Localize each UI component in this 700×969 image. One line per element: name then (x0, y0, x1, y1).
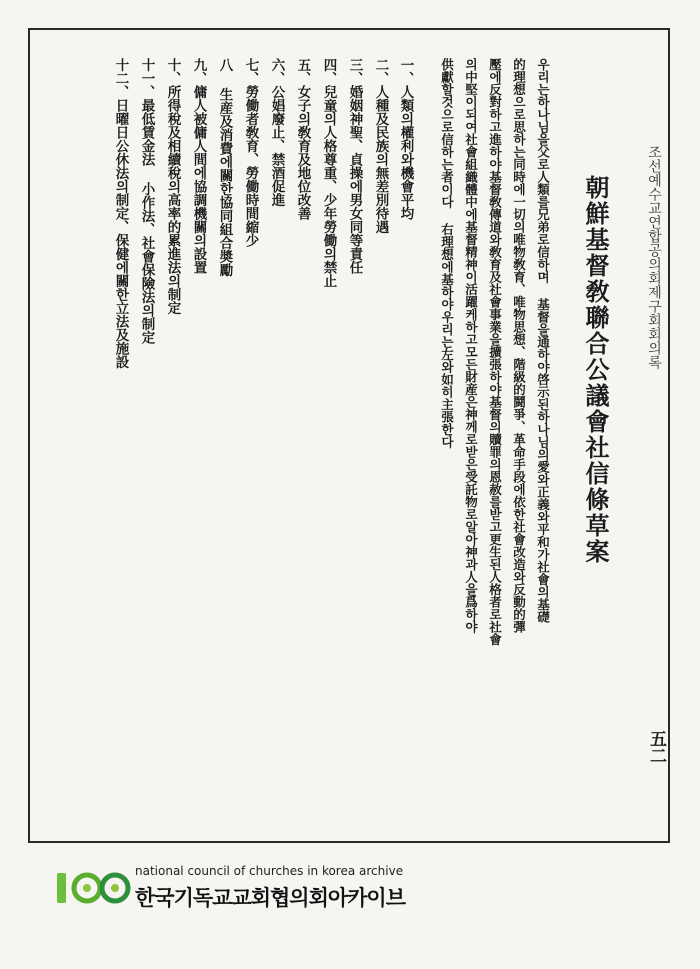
preamble-line: 의中堅이되여社會組織體中에基督精神이活躍케하고모든財産은神께로받은受託物로알아神과人을爲하야 (463, 58, 479, 633)
list-item: 八 生産及消費에關한協同組合奬勵 (216, 58, 233, 277)
list-item: 二、人種及民族의無差別待遇 (372, 58, 389, 234)
preamble-line: 的理想으로思하는同時에一切의唯物敎育、唯物思想、階級的鬪爭、革命手段에依한社會改造와反動的彈 (511, 58, 527, 633)
list-item: 四、兒童의人格尊重、少年勞働의禁止 (320, 58, 337, 288)
list-item: 五、女子의敎育及地位改善 (294, 58, 311, 220)
preamble-line: 供獻할것으로信하는者이다 右理想에基하야우리는左와如히主張한다 (439, 58, 455, 448)
list-item: 七、勞働者敎育、勞働時間縮少 (242, 58, 259, 247)
preamble-line: 壓에反對하고進하야基督敎傳道와敎育及社會事業을擴張하야基督의贖罪의恩赦를받고更生된人格者로社會 (487, 58, 503, 646)
list-item: 十一、最低賃金法 小作法、社會保險法의制定 (138, 58, 155, 344)
archive-footer (55, 858, 475, 918)
list-item: 三、婚姻神聖、貞操에男女同等責任 (346, 58, 363, 274)
archive-logo[interactable] (55, 870, 133, 906)
list-item: 十、所得稅及相續稅의高率的累進法의制定 (164, 58, 181, 315)
archive-name-en: national council of churches in korea archive (135, 864, 404, 878)
list-item: 六、公娼廢止、禁酒促進 (268, 58, 285, 207)
preamble-line: 우리는하나님을父로人類를兄弟로信하며 基督을通하야啓示된하나님의愛와正義와平和가社會의基礎 (535, 58, 551, 623)
archive-name-ko: 한국기독교교회협의회아카이브 (135, 886, 406, 910)
document-title: 朝鮮基督敎聯合公議會社信條草案 (581, 175, 610, 565)
list-item: 一、人類의權利와機會平均 (397, 58, 414, 220)
running-title: 조선예수교연합공의회제구회회의록 (646, 145, 662, 369)
list-item: 九、傭人被傭人間에協調機關의設置 (190, 58, 207, 274)
page-number: 五二 (646, 730, 666, 764)
list-item: 十二、日曜日公休法의制定、保健에關한立法及施設 (112, 58, 129, 369)
